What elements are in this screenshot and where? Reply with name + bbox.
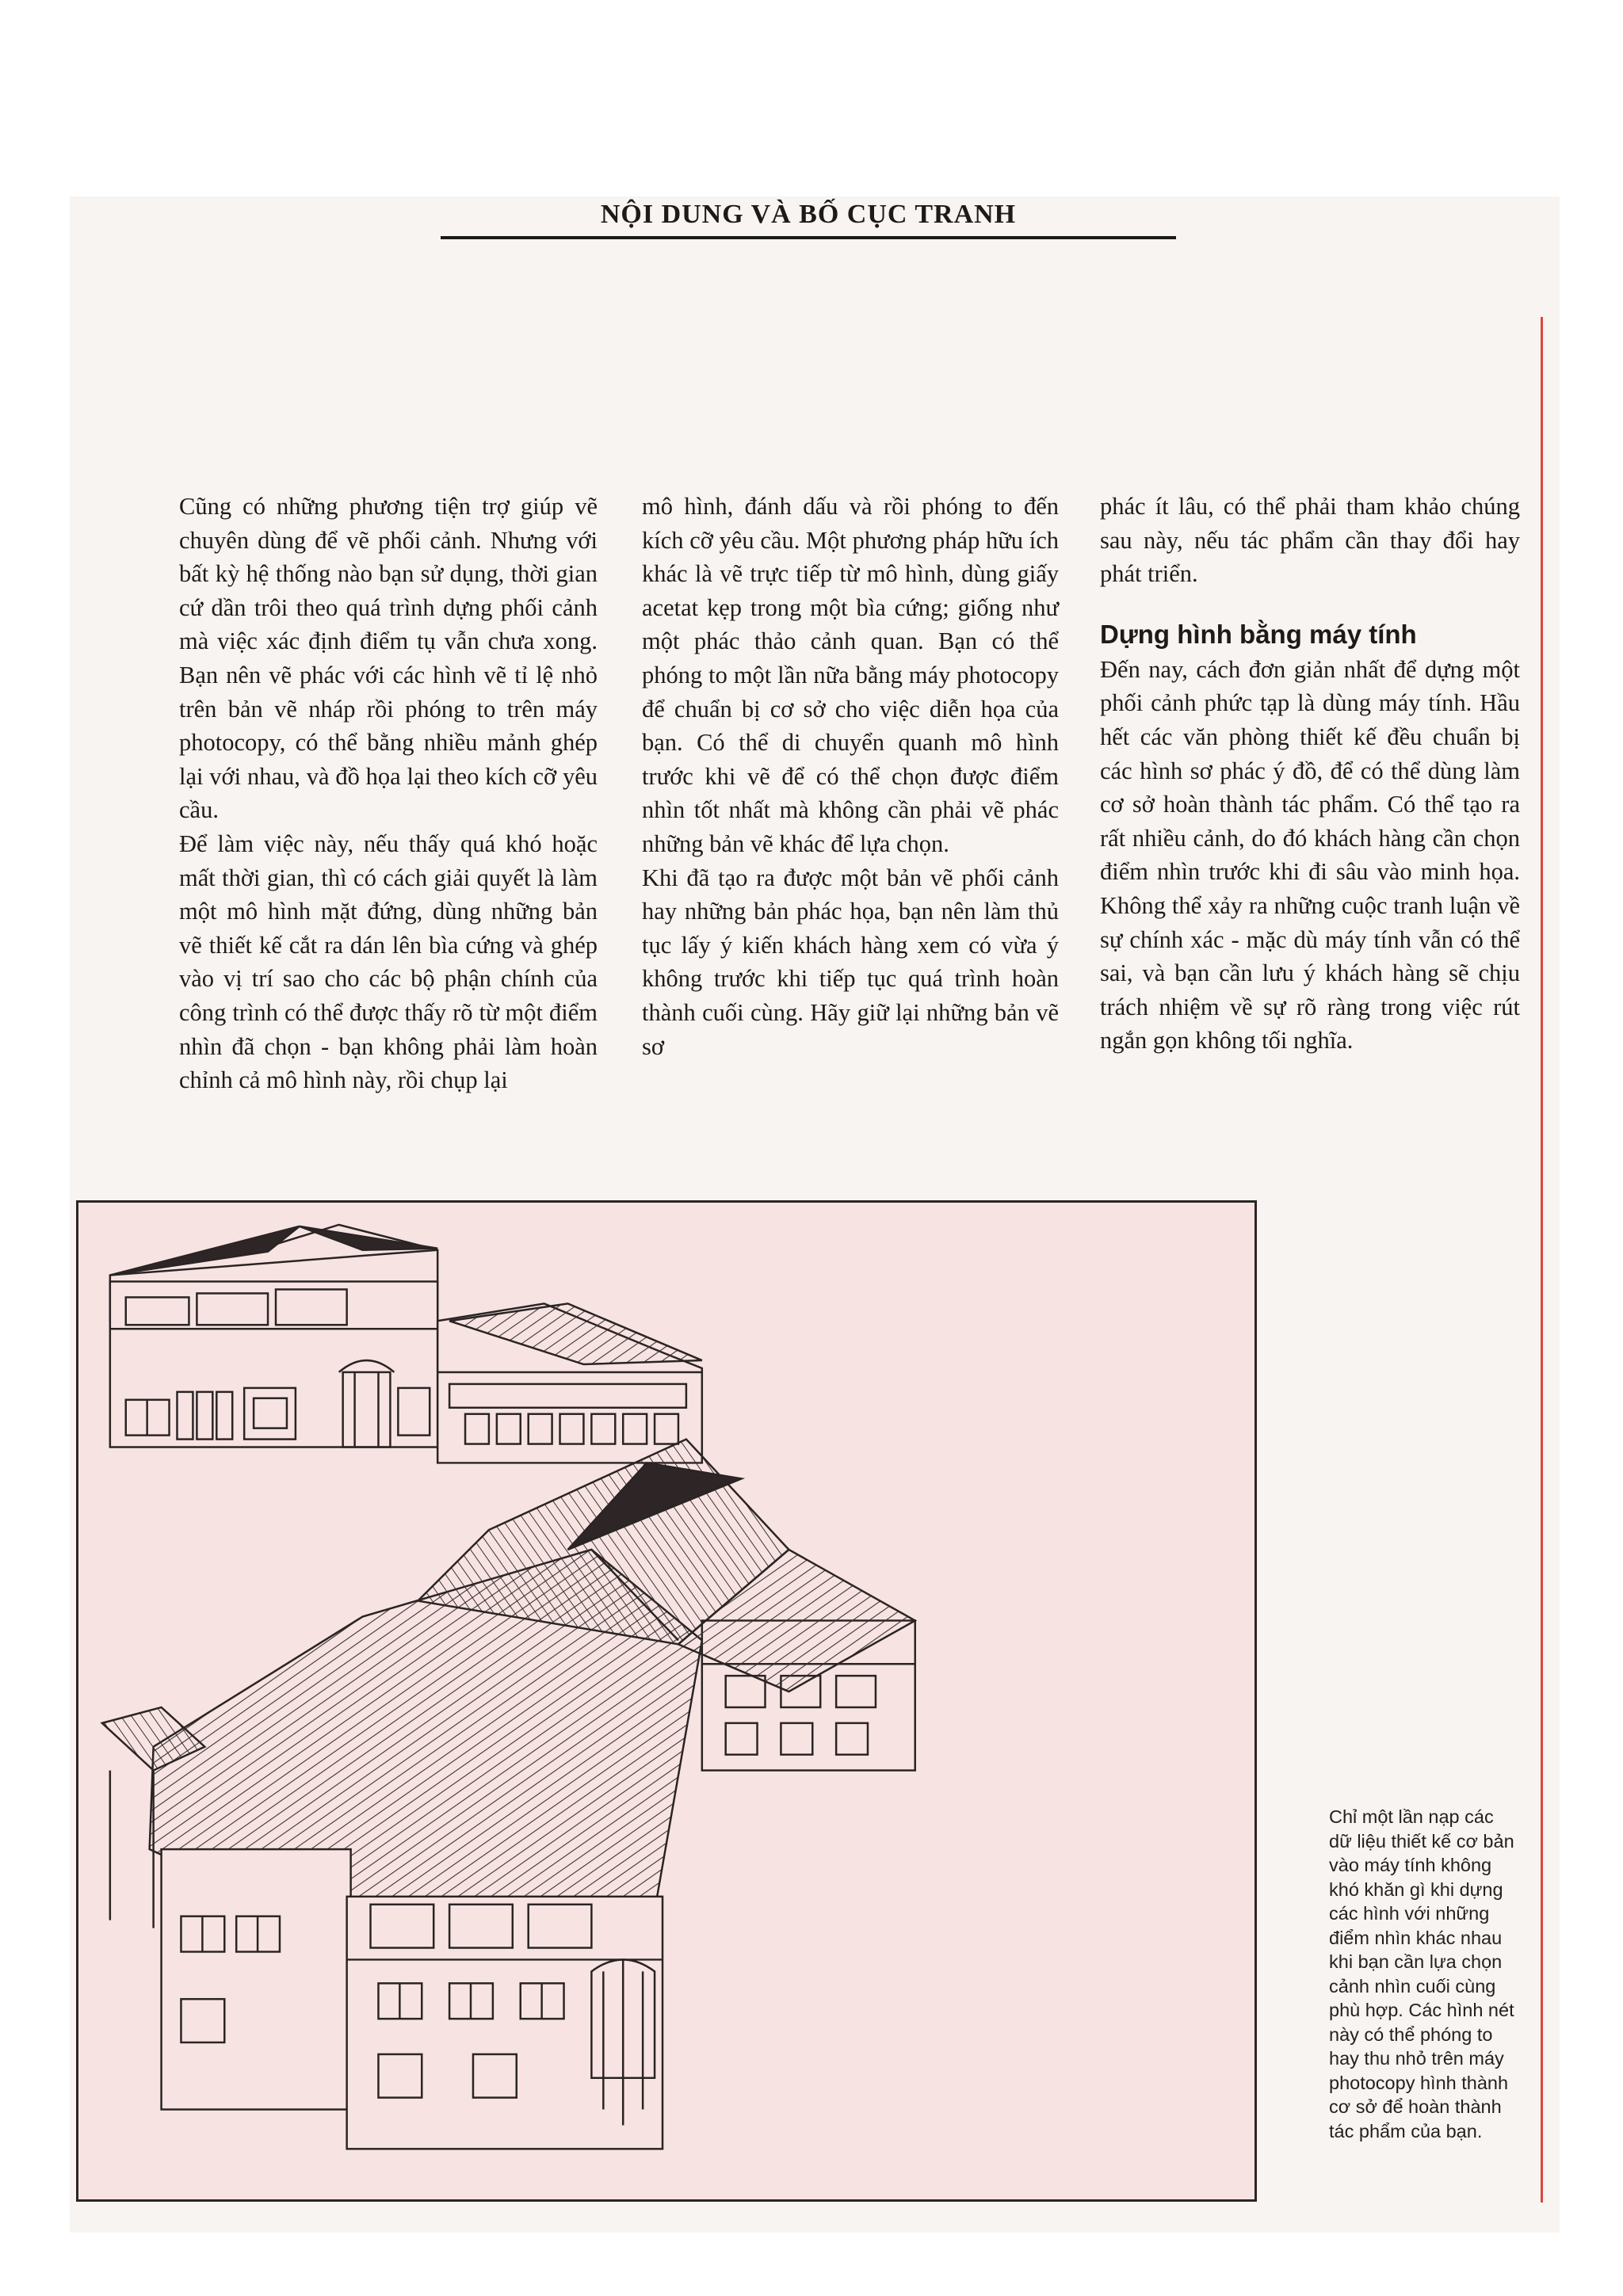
paragraph: phác ít lâu, có thể phải tham khảo chúng sau này, nếu tác phẩm cần thay đổi hay phát triển. bbox=[1100, 493, 1520, 588]
paragraph: Khi đã tạo ra được một bản vẽ phối cảnh hay những bản phác họa, bạn nên làm thủ tục lấy ý kiến khách hàng xem có vừa ý không trước khi tiếp tục quá trình hoàn thành cuối cùng. Hãy giữ lại những bản vẽ sơ bbox=[642, 864, 1059, 1060]
architectural-illustration bbox=[76, 1200, 1257, 2202]
section-heading: Dựng hình bằng máy tính bbox=[1100, 619, 1417, 649]
building-line-drawing bbox=[78, 1203, 1254, 2199]
paragraph: Để làm việc này, nếu thấy quá khó hoặc mất thời gian, thì có cách giải quyết là làm một mô hình mặt đứng, dùng những bản vẽ thiết kế cắt ra dán lên bìa cứng và ghép vào vị trí sao cho các bộ phận chính của công trình có thể được thấy rõ từ một điểm nhìn đã chọn - bạn không phải làm hoàn chỉnh cả mô hình này, rồi chụp lại bbox=[179, 830, 598, 1094]
text-column-3 bbox=[1100, 490, 1520, 1058]
red-margin-rule bbox=[1541, 317, 1543, 2203]
running-header: NỘI DUNG VÀ BỐ CỤC TRANH bbox=[600, 200, 1017, 229]
paragraph: Cũng có những phương tiện trợ giúp vẽ chuyên dùng để vẽ phối cảnh. Nhưng với bất kỳ hệ thống nào bạn sử dụng, thời gian cứ dần trôi theo quá trình dựng phối cảnh mà việc xác định điểm tụ vẫn chưa xong. Bạn nên vẽ phác với các hình vẽ tỉ lệ nhỏ trên bản vẽ nháp rồi phóng to trên máy photocopy, có thể bằng nhiều mảnh ghép lại với nhau, và đồ họa lại theo kích cỡ yêu cầu. bbox=[179, 493, 598, 824]
text-column-2 bbox=[642, 490, 1059, 1063]
figure-caption: Chỉ một lần nạp các dữ liệu thiết kế cơ bản vào máy tính không khó khăn gì khi dựng các hình với những điểm nhìn khác nhau khi bạn cần lựa chọn cảnh nhìn cuối cùng phù hợp. Các hình nét này có thể phóng to hay thu nhỏ trên máy photocopy hình thành cơ sở để hoàn thành tác phẩm của bạn. bbox=[1329, 1806, 1514, 2142]
paragraph: mô hình, đánh dấu và rồi phóng to đến kích cỡ yêu cầu. Một phương pháp hữu ích khác là vẽ trực tiếp từ mô hình, dùng giấy acetat kẹp trong một bìa cứng; giống như một phác thảo cảnh quan. Bạn có thể phóng to một lần nữa bằng máy photocopy để chuẩn bị cơ sở cho việc diễn họa của bạn. Có thể di chuyển quanh mô hình trước khi vẽ để có thể chọn được điểm nhìn tốt nhất mà không cần phải vẽ phác những bản vẽ khác để lựa chọn. bbox=[642, 493, 1059, 857]
paragraph: Đến nay, cách đơn giản nhất để dựng một phối cảnh phức tạp là dùng máy tính. Hầu hết các văn phòng thiết kế đều chuẩn bị các hình sơ phác ý đồ, để có thể dùng làm cơ sở hoàn thành tác phẩm. Có thể tạo ra rất nhiều cảnh, do đó khách hàng cần chọn điểm nhìn trước khi đi sâu vào minh họa. Không thể xảy ra những cuộc tranh luận về sự chính xác - mặc dù máy tính vẫn có thể sai, và bạn cần lưu ý khách hàng sẽ chịu trách nhiệm về sự rõ ràng trong việc rút ngắn gọn không tối nghĩa. bbox=[1100, 655, 1520, 1055]
text-column-1 bbox=[179, 490, 598, 1097]
header-underline bbox=[441, 236, 1176, 239]
